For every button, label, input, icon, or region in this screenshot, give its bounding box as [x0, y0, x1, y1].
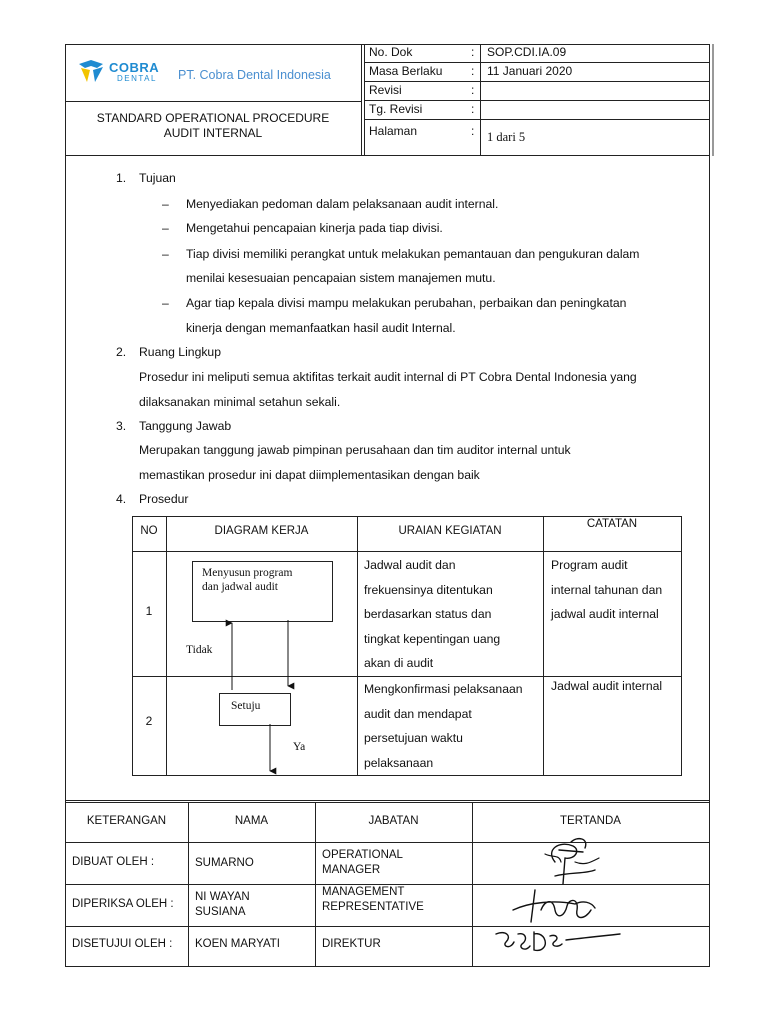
section-number: 1.	[116, 171, 127, 185]
list-dash: –	[162, 296, 169, 310]
process-box-line: Menyusun program	[202, 567, 293, 579]
meta-label-halaman: Halaman	[369, 124, 418, 138]
row-number: 1	[145, 604, 153, 618]
approval-name-line: SUMARNO	[195, 857, 254, 869]
flow-label-tidak: Tidak	[186, 644, 213, 656]
section-title: Tanggung Jawab	[139, 419, 232, 433]
process-box-line: dan jadwal audit	[202, 581, 279, 593]
meta-colon: :	[471, 64, 475, 78]
column-header-diagram: DIAGRAM KERJA	[214, 525, 309, 537]
meta-label-revisi: Revisi	[369, 83, 402, 97]
signature-ni-wayan	[505, 880, 615, 930]
approval-position	[322, 938, 381, 950]
section-title: Ruang Lingkup	[139, 345, 221, 359]
approval-position	[322, 848, 403, 878]
list-item: Agar tiap kepala divisi mampu melakukan perubahan, perbaikan dan peningkatan	[186, 296, 627, 310]
section-number: 3.	[116, 419, 127, 433]
uraian-line: audit dan mendapat	[364, 706, 472, 721]
list-item: Tiap divisi memiliki perangkat untuk melakukan pemantauan dan pengukuran dalam	[186, 247, 640, 261]
approval-role: DIBUAT OLEH :	[72, 856, 155, 868]
approval-header-tertanda: TERTANDA	[560, 815, 621, 827]
section-number: 4.	[116, 492, 127, 506]
approval-role: DIPERIKSA OLEH :	[72, 898, 174, 910]
section-number: 2.	[116, 345, 127, 359]
uraian-line: tingkat kepentingan uang	[364, 631, 501, 646]
paragraph-line: dilaksanakan minimal setahun sekali.	[139, 395, 341, 409]
meta-label-masa-berlaku: Masa Berlaku	[369, 64, 443, 78]
meta-value-halaman: 1 dari 5	[487, 130, 526, 144]
meta-colon: :	[471, 45, 475, 59]
catatan-cell	[551, 677, 662, 695]
approval-position-line: OPERATIONAL	[322, 849, 403, 861]
row-number: 2	[145, 714, 153, 728]
approval-name	[195, 856, 254, 871]
section-title: Prosedur	[139, 492, 189, 506]
section-title: Tujuan	[139, 171, 176, 185]
list-dash: –	[162, 247, 169, 261]
logo-wordmark: COBRA	[109, 60, 160, 75]
approval-name-line: KOEN MARYATI	[195, 938, 280, 950]
sop-title-line-2: AUDIT INTERNAL	[163, 126, 263, 140]
company-name: PT. Cobra Dental Indonesia	[178, 68, 331, 82]
paragraph-line: Merupakan tanggung jawab pimpinan perusahaan dan tim auditor internal untuk	[139, 443, 571, 457]
catatan-line: Program audit	[551, 558, 628, 572]
approval-position-line: DIREKTUR	[322, 938, 381, 950]
list-item-continuation: menilai kesesuaian pencapaian sistem manajemen mutu.	[186, 271, 496, 285]
flow-label-ya: Ya	[293, 741, 306, 753]
catatan-line: jadwal audit internal	[551, 607, 659, 621]
list-item: Mengetahui pencapaian kinerja pada tiap divisi.	[186, 221, 443, 235]
meta-label-tg-revisi: Tg. Revisi	[369, 102, 423, 116]
uraian-line: akan di audit	[364, 656, 434, 670]
approval-name	[195, 938, 280, 950]
column-header-no: NO	[140, 525, 158, 537]
meta-colon: :	[471, 124, 475, 138]
approval-name-line: SUSIANA	[195, 906, 246, 918]
signature-koen-maryati	[492, 924, 622, 964]
approval-name-line: NI WAYAN	[195, 891, 250, 903]
list-dash: –	[162, 197, 169, 211]
list-dash: –	[162, 221, 169, 235]
list-item: Menyediakan pedoman dalam pelaksanaan audit internal.	[186, 197, 499, 211]
approval-name	[195, 890, 250, 920]
uraian-line: Jadwal audit dan	[364, 558, 456, 572]
company-logo	[77, 58, 169, 88]
list-item-continuation: kinerja dengan memanfaatkan hasil audit Internal.	[186, 321, 456, 335]
uraian-line: frekuensinya ditentukan	[364, 582, 493, 597]
uraian-cell	[364, 553, 500, 676]
meta-colon: :	[471, 83, 475, 97]
meta-value-no-dok: SOP.CDI.IA.09	[487, 45, 567, 59]
meta-colon: :	[471, 102, 475, 116]
meta-label-no-dok: No. Dok	[369, 45, 413, 59]
approval-header-jabatan: JABATAN	[368, 815, 419, 827]
catatan-cell	[551, 553, 662, 627]
sop-title	[66, 111, 360, 141]
approval-position-line: MANAGEMENT	[322, 886, 405, 898]
catatan-line: Jadwal audit internal	[551, 679, 663, 693]
meta-value-masa-berlaku: 11 Januari 2020	[487, 64, 573, 78]
uraian-line: pelaksanaan	[364, 755, 434, 770]
flow-arrows	[166, 516, 366, 776]
approval-position-line: MANAGER	[322, 864, 381, 876]
column-header-uraian: URAIAN KEGIATAN	[398, 525, 502, 537]
approval-role: DISETUJUI OLEH :	[72, 938, 173, 950]
approval-header-nama: NAMA	[234, 815, 269, 827]
approval-position-line: REPRESENTATIVE	[322, 901, 424, 913]
catatan-line: internal tahunan dan	[551, 582, 663, 597]
approval-header-keterangan: KETERANGAN	[86, 815, 167, 827]
paragraph-line: Prosedur ini meliputi semua aktifitas terkait audit internal di PT Cobra Dental Indonesia yang	[139, 370, 637, 384]
logo-subtext: DENTAL	[117, 74, 157, 83]
paragraph-line: memastikan prosedur ini dapat diimplementasikan dengan baik	[139, 468, 480, 482]
column-header-catatan: CATATAN	[586, 518, 638, 530]
uraian-line: Mengkonfirmasi pelaksanaan	[364, 682, 523, 696]
approval-position	[322, 885, 424, 915]
uraian-line: berdasarkan status dan	[364, 607, 492, 621]
sop-title-line-1: STANDARD OPERATIONAL PROCEDURE	[96, 111, 330, 125]
decision-box-text: Setuju	[231, 700, 261, 712]
uraian-cell	[364, 677, 523, 775]
uraian-line: persetujuan waktu	[364, 731, 463, 745]
